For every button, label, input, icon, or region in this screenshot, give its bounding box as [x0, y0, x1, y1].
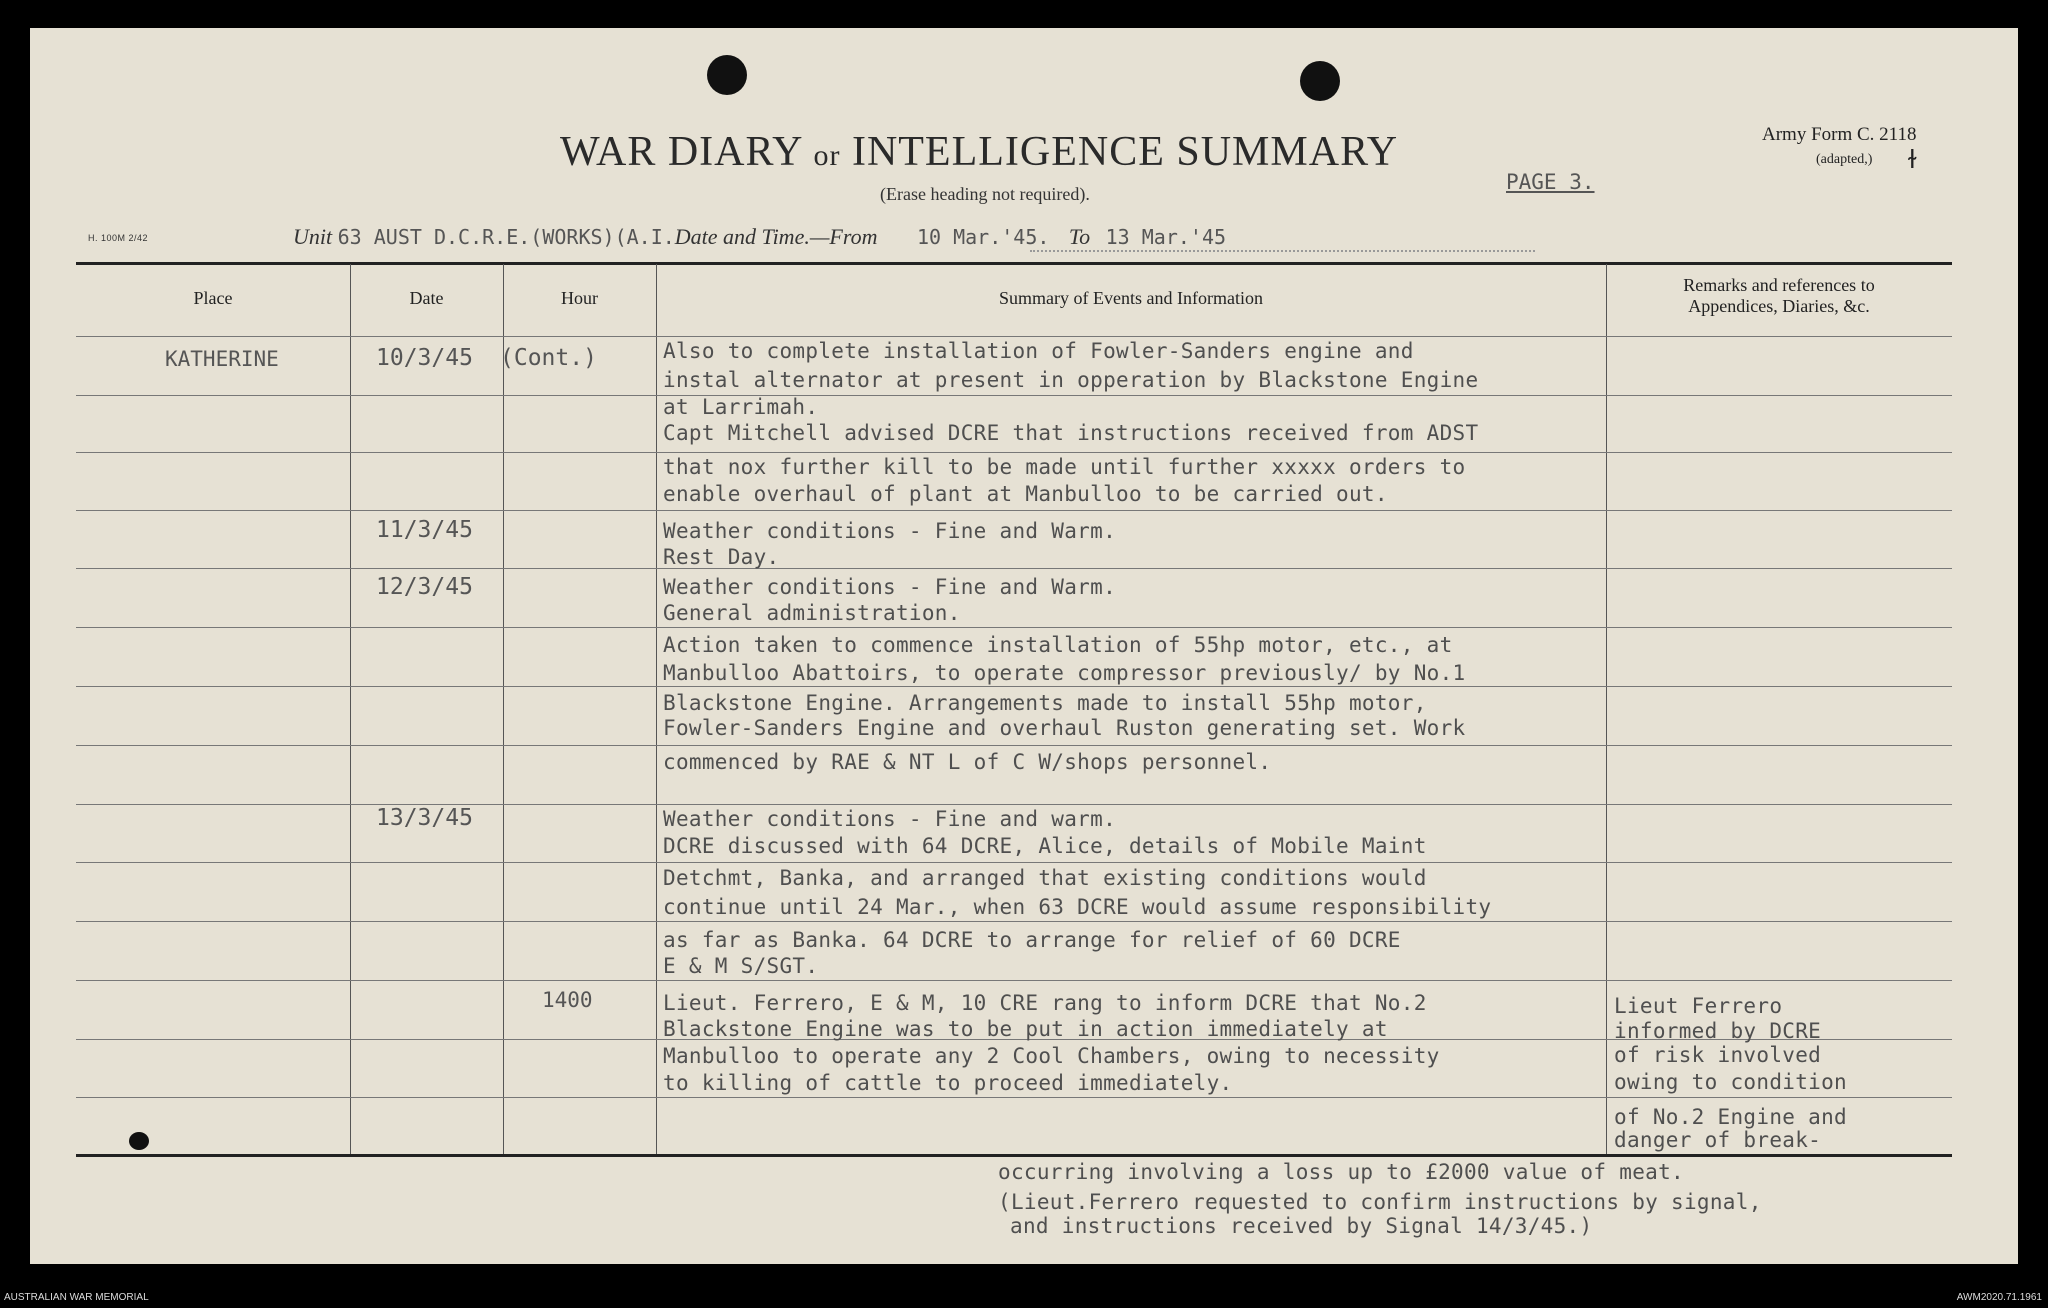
- summary-line: Weather conditions - Fine and Warm.: [663, 519, 1117, 543]
- title-war-diary: WAR DIARY: [560, 129, 802, 175]
- summary-line: Detchmt, Banka, and arranged that existing conditions would: [663, 866, 1427, 890]
- page-title: [560, 128, 1398, 176]
- summary-line: Lieut. Ferrero, E & M, 10 CRE rang to inform DCRE that No.2: [663, 991, 1427, 1015]
- army-form-label: Army Form C. 2118: [1762, 124, 1917, 145]
- summary-line: that nox further kill to be made until further xxxxx orders to: [663, 455, 1466, 479]
- summary-line: Manbulloo to operate any 2 Cool Chambers, owing to necessity: [663, 1044, 1440, 1068]
- row-rule: [76, 804, 1952, 805]
- date-cell: 10/3/45: [376, 345, 473, 371]
- summary-line: Manbulloo Abattoirs, to operate compressor previously/ by No.1: [663, 661, 1466, 685]
- column-divider: [503, 264, 504, 1154]
- column-header-remarks: Remarks and references to: [1683, 275, 1875, 295]
- erase-note: (Erase heading not required).: [880, 184, 1090, 204]
- archive-label: AUSTRALIAN WAR MEMORIAL: [4, 1292, 149, 1303]
- remarks-line: informed by DCRE: [1614, 1019, 1822, 1043]
- summary-line: General administration.: [663, 601, 961, 625]
- row-rule: [76, 452, 1952, 453]
- continuation-line: and instructions received by Signal 14/3/45.): [1010, 1214, 1593, 1238]
- unit-dotted-line: [1030, 250, 1535, 252]
- row-rule: [76, 1097, 1952, 1098]
- table-bottom-rule: [76, 1154, 1952, 1157]
- remarks-line: of No.2 Engine and: [1614, 1105, 1847, 1129]
- title-or: or: [813, 139, 841, 172]
- adapted-label: (adapted,): [1816, 152, 1873, 167]
- unit-label: Unit: [293, 224, 333, 249]
- summary-line: DCRE discussed with 64 DCRE, Alice, details of Mobile Maint: [663, 834, 1427, 858]
- summary-line: instal alternator at present in opperation by Blackstone Engine: [663, 368, 1479, 392]
- unit-value: 63 AUST D.C.R.E.(WORKS)(A.I.: [337, 225, 675, 249]
- ink-blot: [129, 1132, 149, 1150]
- punch-hole-right: [1300, 61, 1340, 101]
- row-rule: [76, 921, 1952, 922]
- page-number: PAGE 3.: [1506, 170, 1595, 194]
- header-rule: [76, 336, 1952, 337]
- summary-line: E & M S/SGT.: [663, 954, 819, 978]
- summary-line: Weather conditions - Fine and warm.: [663, 807, 1117, 831]
- row-rule: [76, 627, 1952, 628]
- column-header-hour: Hour: [561, 288, 598, 308]
- punch-hole-left: [707, 55, 747, 95]
- hour-cell: 1400: [542, 988, 593, 1012]
- summary-line: Weather conditions - Fine and Warm.: [663, 575, 1117, 599]
- table-top-rule: [76, 262, 1952, 265]
- to-label: To: [1068, 224, 1091, 249]
- remarks-line: of risk involved: [1614, 1043, 1822, 1067]
- summary-line: Blackstone Engine was to be put in action immediately at: [663, 1017, 1388, 1041]
- summary-line: Capt Mitchell advised DCRE that instructions received from ADST: [663, 421, 1479, 445]
- summary-line: Fowler-Sanders Engine and overhaul Ruston generating set. Work: [663, 716, 1466, 740]
- summary-line: Action taken to commence installation of 55hp motor, etc., at: [663, 633, 1453, 657]
- date-cell: 11/3/45: [376, 517, 473, 543]
- remarks-line: owing to condition: [1614, 1070, 1847, 1094]
- remarks-line: Lieut Ferrero: [1614, 994, 1783, 1018]
- column-divider: [1606, 264, 1607, 1154]
- row-rule: [76, 395, 1952, 396]
- column-header-summary: Summary of Events and Information: [999, 288, 1263, 308]
- column-header-date: Date: [409, 288, 444, 308]
- row-rule: [76, 686, 1952, 687]
- row-rule: [76, 980, 1952, 981]
- summary-line: commenced by RAE & NT L of C W/shops personnel.: [663, 750, 1272, 774]
- column-header-place: Place: [193, 288, 233, 308]
- row-rule: [76, 510, 1952, 511]
- summary-line: as far as Banka. 64 DCRE to arrange for relief of 60 DCRE: [663, 928, 1401, 952]
- from-date: 10 Mar.'45.: [916, 225, 1050, 249]
- column-header-remarks-sub: Appendices, Diaries, &c.: [1688, 296, 1870, 316]
- continuation-line: occurring involving a loss up to £2000 value of meat.: [998, 1160, 1684, 1184]
- date-cell: 13/3/45: [376, 805, 473, 831]
- place-katherine: KATHERINE: [165, 347, 279, 371]
- summary-line: Rest Day.: [663, 545, 780, 569]
- summary-line: to killing of cattle to proceed immediately.: [663, 1071, 1233, 1095]
- date-time-label: Date and Time.—From: [674, 224, 878, 249]
- unit-line: [293, 224, 1226, 250]
- date-cell: 12/3/45: [376, 574, 473, 600]
- continuation-line: (Lieut.Ferrero requested to confirm instructions by signal,: [998, 1190, 1762, 1214]
- row-rule: [76, 568, 1952, 569]
- summary-line: Also to complete installation of Fowler-Sanders engine and: [663, 339, 1414, 363]
- column-divider: [350, 264, 351, 1154]
- summary-line: at Larrimah.: [663, 395, 819, 419]
- remarks-line: danger of break-: [1614, 1128, 1822, 1152]
- form-code: H. 100M 2/42: [88, 233, 149, 243]
- hour-cell: (Cont.): [500, 345, 597, 371]
- summary-line: continue until 24 Mar., when 63 DCRE would assume responsibility: [663, 895, 1492, 919]
- column-divider: [656, 264, 657, 1154]
- row-rule: [76, 745, 1952, 746]
- row-rule: [76, 862, 1952, 863]
- title-intelligence-summary: INTELLIGENCE SUMMARY: [851, 129, 1399, 175]
- summary-line: enable overhaul of plant at Manbulloo to be carried out.: [663, 482, 1388, 506]
- summary-line: Blackstone Engine. Arrangements made to install 55hp motor,: [663, 691, 1427, 715]
- to-date: 13 Mar.'45: [1105, 225, 1227, 249]
- archive-reference: AWM2020.71.1961: [1956, 1292, 2042, 1303]
- handwritten-mark: ɫ: [1908, 144, 1917, 174]
